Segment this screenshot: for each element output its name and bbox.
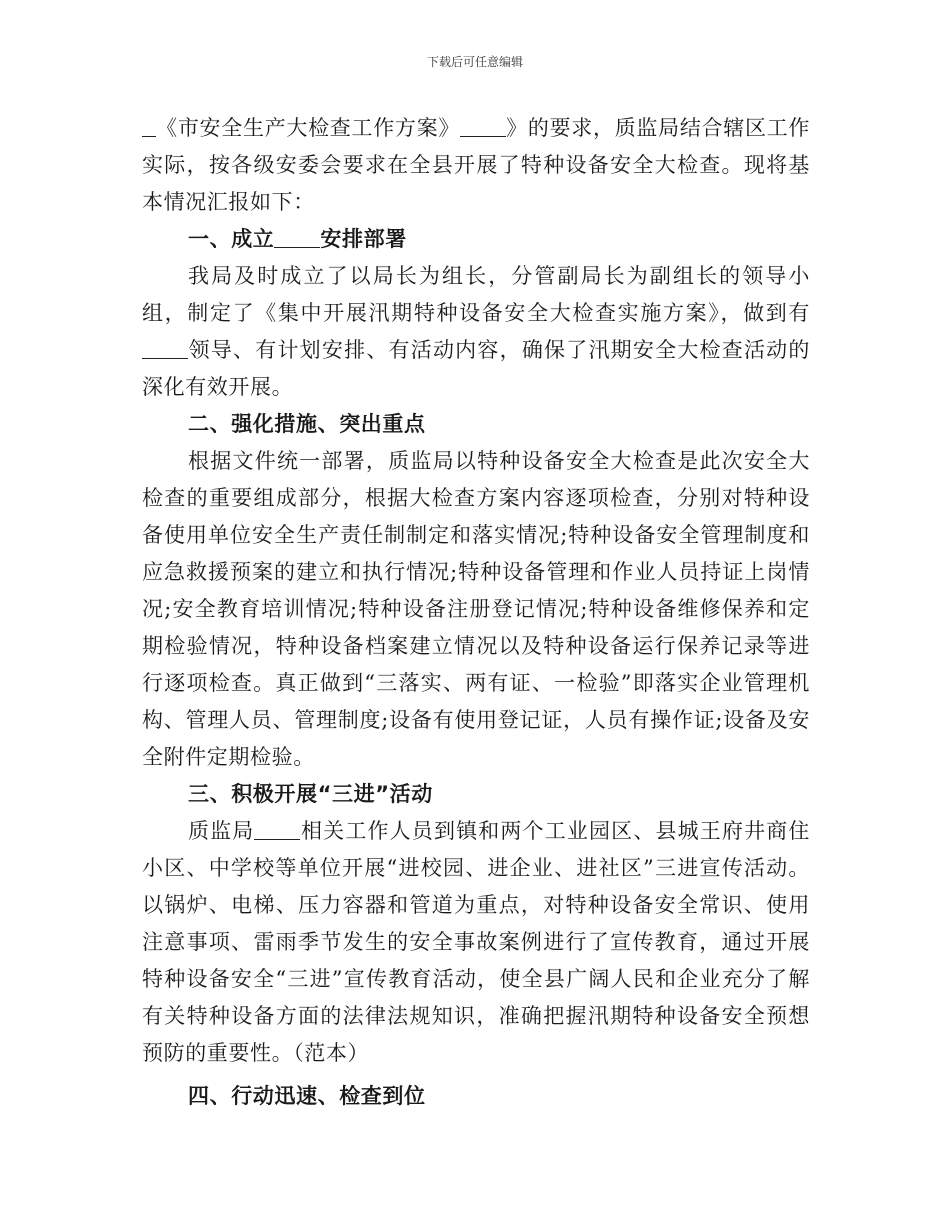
section-body-1: 我局及时成立了以局长为组长，分管副局长为副组长的领导小组，制定了《集中开展汛期特种设备安全大检查实施方案》，做到有领导、有计划安排、有活动内容，确保了汛期安全大检查活动的深化有效开展。 bbox=[142, 264, 810, 399]
intro-text: 》的要求，质监局结合辖区工作实际，按各级安委会要求在全县开展了特种设备安全大检查。现将基本情况汇报如下： bbox=[142, 116, 810, 214]
section-heading-3: 三、积极开展“三进”活动 bbox=[188, 782, 433, 806]
section-heading-2: 二、强化措施、突出重点 bbox=[188, 412, 426, 436]
document-body bbox=[142, 110, 810, 1115]
blank-underline bbox=[142, 116, 156, 137]
section-body-2: 根据文件统一部署，质监局以特种设备安全大检查是此次安全大检查的重要组成部分，根据大检查方案内容逐项检查，分别对特种设备使用单位安全生产责任制制定和落实情况;特种设备安全管理制度和应急救援预案的建立和执行情况;特种设备管理和作业人员持证上岗情况;安全教育培训情况;特种设备注册登记情况;特种设备维修保养和定期检验情况，特种设备档案建立情况以及特种设备运行保养记录等进行逐项检查。真正做到“三落实、两有证、一检验”即落实企业管理机构、管理人员、管理制度;设备有使用登记证，人员有操作证;设备及安全附件定期检验。 bbox=[142, 449, 810, 769]
section-heading-1: 一、成立 安排部署 bbox=[188, 227, 407, 251]
page-header: 下载后可任意编辑 bbox=[426, 55, 523, 69]
section-body-3: 质监局 相关工作人员到镇和两个工业园区、县城王府井商住小区、中学校等单位开展“进校园、进企业、进社区”三进宣传活动。以锅炉、电梯、压力容器和管道为重点，对特种设备安全常识、使用注意事项、雷雨季节发生的安全事故案例进行了宣传教育，通过开展特种设备安全“三进”宣传教育活动，使全县广阔人民和企业充分了解有关特种设备方面的法律法规知识，准确把握汛期特种设备安全预想预防的重要性。（范本） bbox=[142, 819, 810, 1065]
section-heading-4: 四、行动迅速、检查到位 bbox=[188, 1084, 426, 1108]
blank-underline bbox=[460, 116, 506, 137]
intro-title-ref: 《市安全生产大检查工作方案》 bbox=[156, 116, 461, 140]
blank-underline bbox=[254, 819, 300, 840]
blank-underline bbox=[142, 338, 188, 359]
intro-paragraph bbox=[142, 110, 810, 221]
blank-underline bbox=[274, 227, 320, 248]
